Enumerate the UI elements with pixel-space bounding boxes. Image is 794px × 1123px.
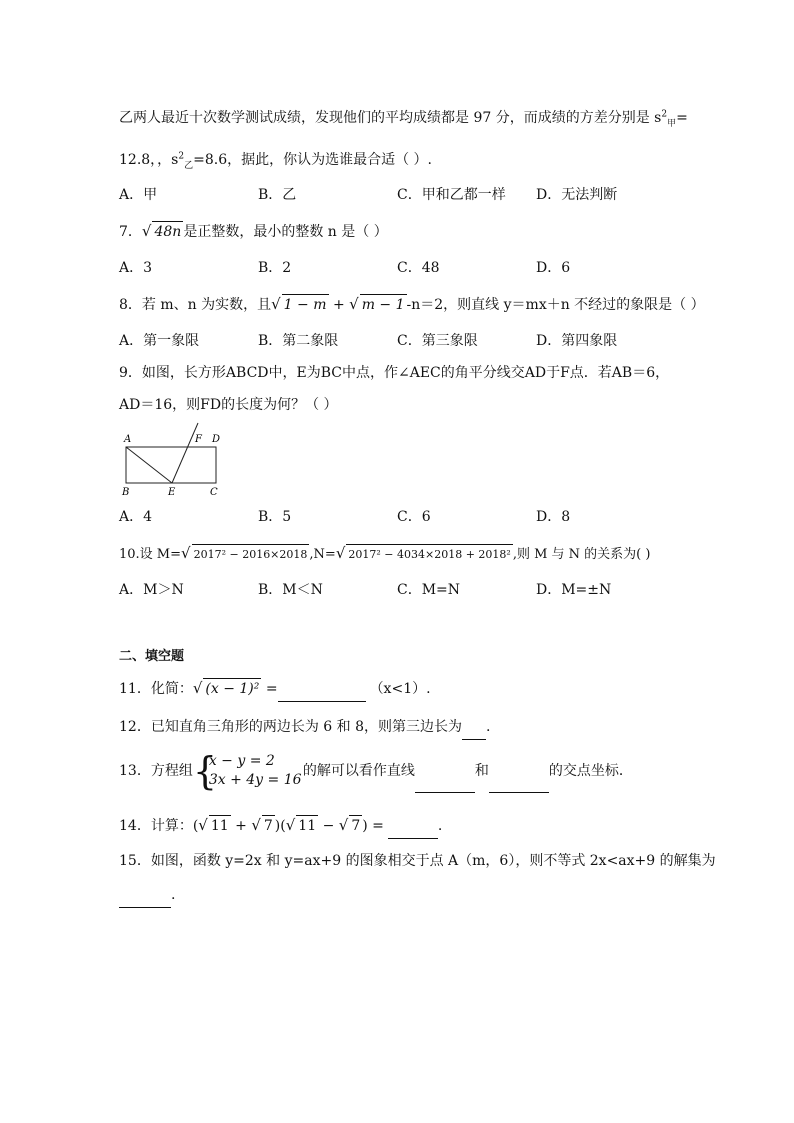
q7-radicand: 48n	[152, 221, 183, 242]
q6-line2: 12.8，，$s^2_乙=8.6$，据此，你认为选谁最合适（ ）.	[119, 151, 433, 171]
q13-answer-blank-2[interactable]	[489, 754, 549, 793]
q7-option-a: A．3	[119, 260, 153, 276]
q6-option-a: A．甲	[119, 187, 158, 203]
q8-option-a: A．第一象限	[119, 333, 200, 349]
q8-option-c: C．第三象限	[397, 333, 478, 349]
q8-option-d: D．第四象限	[536, 333, 618, 349]
q11-answer-blank[interactable]	[278, 681, 366, 702]
q10-option-c: C．M=N	[397, 582, 461, 598]
q6-option-d: D．无法判断	[536, 187, 618, 203]
label-c: C	[210, 487, 218, 498]
equation-system: { x − y = 2 3x + 4y = 16	[192, 749, 302, 793]
q9-option-d: D．8	[536, 509, 571, 525]
q10-stem: 10.设 M=√ 2017² − 2016×2018 ,N=√ 2017² − 4034×2018 + 2018² ,则 M 与 N 的关系为( )	[119, 543, 650, 565]
label-d: D	[212, 434, 221, 445]
q11-stem: 11．化简：√ (x − 1)² = （x<1）.	[119, 678, 431, 702]
q14-answer-blank[interactable]	[388, 818, 438, 839]
q9-rectangle-figure	[118, 420, 230, 500]
q7-option-d: D．6	[536, 260, 571, 276]
label-a: A	[124, 434, 132, 445]
q10-option-b: B．M＜N	[258, 582, 323, 598]
q9-option-c: C．6	[397, 509, 431, 525]
label-e: E	[168, 487, 176, 498]
q10-option-a: A．M＞N	[119, 582, 184, 598]
q15-line1: 15．如图，函数 y=2x 和 y=ax+9 的图象相交于点 A（m，6），则不等式 2x<ax+9 的解集为	[119, 853, 716, 869]
q12-answer-blank[interactable]	[462, 719, 486, 740]
q6-option-b: B．乙	[258, 187, 297, 203]
q6-option-c: C．甲和乙都一样	[397, 187, 506, 203]
q10-option-d: D．M=±N	[536, 582, 612, 598]
q13-answer-blank-1[interactable]	[415, 754, 475, 793]
q7-option-b: B．2	[258, 260, 292, 276]
section-heading: 二、填空题	[119, 649, 185, 664]
q8-stem: 8．若 m、n 为实数，且√ 1 − m + √ m − 1 -n＝2，则直线 y＝mx＋n 不经过的象限是（ ）	[119, 295, 705, 313]
q13-stem: 13．方程组 { x − y = 2 3x + 4y = 16 的解可以看作直线 和 的交点坐标．	[119, 749, 633, 793]
q9-line2: AD＝16，则FD的长度为何？（ ）	[119, 397, 338, 413]
q15-answer-blank[interactable]	[119, 887, 171, 908]
q14-stem: 14．计算：(√ 11 + √ 7 )(√ 11 − √ 7 ) = .	[119, 815, 442, 839]
q7-stem: 7．√ 48n 是正整数，最小的整数 n 是（ ）	[119, 222, 388, 240]
q9-line1: 9．如图，长方形ABCD中，E为BC中点，作∠AEC的角平分线交AD于F点．若AB＝6，	[119, 365, 670, 381]
q7-option-c: C．48	[397, 260, 440, 276]
label-b: B	[122, 487, 130, 498]
q8-option-b: B．第二象限	[258, 333, 339, 349]
q15-line2: .	[119, 885, 175, 908]
q6-line1: 乙两人最近十次数学测试成绩，发现他们的平均成绩都是 97 分，而成绩的方差分别是 $s^2_甲=$	[119, 109, 688, 129]
q9-option-a: A．4	[119, 509, 153, 525]
q12-stem: 12．已知直角三角形的两边长为 6 和 8，则第三边长为 .	[119, 717, 490, 740]
q9-option-b: B．5	[258, 509, 292, 525]
label-f: F	[195, 434, 202, 445]
